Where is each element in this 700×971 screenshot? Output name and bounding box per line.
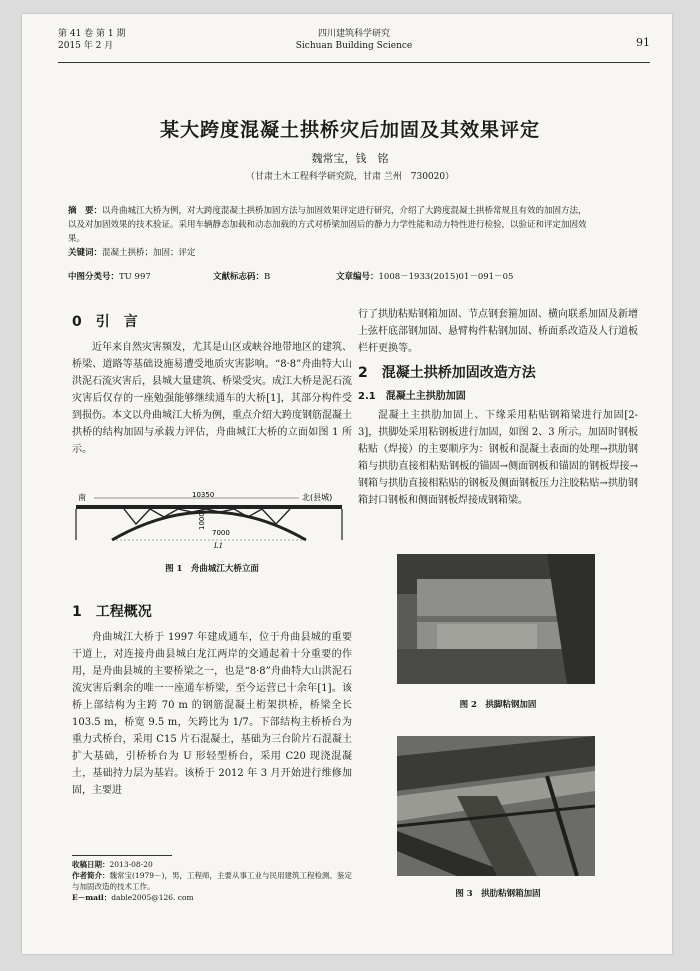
figure-3-photo [397, 736, 595, 876]
doc-code [213, 270, 270, 282]
clc-label: 中图分类号： [68, 272, 120, 282]
right-continuation-paragraph: 行了拱肋粘贴钢箱加固、节点钢套箍加固、横向联系加固及新增上弦杆底部钢加固、悬臂构件粘钢加固、桥面系改造及人行道板栏杆更换等。 [358, 309, 638, 354]
affiliation: （甘肃土木工程科学研究院，甘肃 兰州 730020） [245, 172, 455, 182]
arch-rib [112, 512, 306, 540]
right-column [358, 306, 638, 509]
figure-1-bridge-elevation [74, 490, 344, 552]
authors: 魏常宝，钱 铭 [311, 152, 389, 165]
issue-date: 2015 年 2 月 [58, 41, 114, 51]
section-0-heading: 0 引 言 [72, 314, 138, 330]
section-2-1-paragraph: 混凝土主拱肋加固上、下缘采用粘贴钢箱梁进行加固[2-3]，拱脚处采用粘钢板进行加固，如图 2、3 所示。加固时钢板粘贴（焊接）的主要顺序为：钢板和混凝土表面的处理→拱肋钢箱与拱肋直接相粘贴钢板的锚固→侧面钢板和锚固的钢板焊接→钢箱与拱肋直接相粘贴的钢板及侧面钢板压力注胶粘贴→拱肋钢箱封口钢板和侧面钢板焊接成钢箱梁。 [358, 410, 638, 506]
left-column [72, 314, 352, 458]
abstract-label: 摘 要： [68, 206, 103, 216]
doc-label: 文献标志码： [213, 272, 265, 282]
figure-3-caption: 图 3 拱肋粘钢箱加固 [455, 889, 541, 899]
article-number [336, 270, 513, 282]
clc-value: TU 997 [119, 272, 151, 282]
abstract-text: 以舟曲城江大桥为例，对大跨度混凝土拱桥加固方法与加固效果评定进行研究，介绍了大跨度混凝土拱桥常规且有效的加固方法，以及对加固效果的技术验证。采用车辆静态加载和动态加载的方式对桥梁加固后的静力力学性能和动力特性进行检验，以验证和评定加固效果。 [68, 206, 587, 244]
received-value: 2013-08-20 [109, 860, 153, 869]
author-bio-label: 作者简介： [72, 871, 110, 880]
bridge-deck [76, 505, 342, 509]
section-2-1-heading: 2.1 混凝土主拱肋加固 [358, 391, 466, 402]
keywords: 混凝土拱桥；加固；评定 [102, 248, 196, 258]
header-rule [58, 62, 650, 63]
email-label: E－mail： [72, 893, 112, 902]
footnote-rule [72, 855, 172, 856]
rise-dimension: 1000 [198, 512, 206, 530]
received-date [72, 859, 352, 870]
figure-2-photo-image [397, 554, 595, 684]
author-bio [72, 870, 352, 892]
paper-title: 某大跨度混凝土拱桥灾后加固及其效果评定 [159, 119, 540, 141]
article-value: 1008－1933(2015)01－091－05 [378, 272, 514, 282]
clc-code [68, 270, 151, 282]
article-label: 文章编号： [336, 272, 379, 282]
section-1-heading: 1 工程概况 [72, 604, 152, 620]
figure-3-photo-image [397, 736, 595, 876]
journal-name [58, 28, 650, 52]
doc-value: B [264, 272, 271, 282]
received-label: 收稿日期： [72, 860, 110, 869]
keywords-label: 关键词： [68, 248, 103, 258]
page-number: 91 [636, 36, 650, 49]
email-value[interactable]: dable2005@126. com [111, 893, 194, 902]
abstract [68, 204, 588, 260]
section-1-paragraph: 舟曲城江大桥于 1997 年建成通车，位于舟曲县城的重要干道上，对连接舟曲县城白龙江两岸的交通起着十分重要的作用，是舟曲县城的主要桥梁之一，也是“8·8”舟曲特大山洪泥石流灾害后剩余的唯一一座通车桥梁，至今运营已十余年[1]。该桥上部结构为主跨 70 m 的钢筋混凝土桁架拱桥，桥梁全长 103.5 m，桥宽 9.5 m，矢跨比为 1/7。下部结构主桥桥台为重力式桥台，采用 C15 片石混凝土，基础为三台阶片石混凝土扩大基础，引桥桥台为 U 形轻型桥台，采用 C20 现浇混凝土，基础持力层为基岩。该桥于 2012 年 3 月开始进行维修加固，主要进 [72, 632, 352, 796]
span-dimension: 10350 [192, 491, 215, 499]
label-south: 南 [78, 493, 86, 502]
author-bio-text: 魏常宝(1979－)，男，工程师，主要从事工业与民用建筑工程检测、鉴定与加固改造的技术工作。 [72, 871, 352, 891]
l1-label: L1 [214, 542, 224, 550]
label-north: 北(县城) [302, 493, 333, 502]
footnote [72, 859, 352, 903]
figure-2-caption: 图 2 拱脚粘钢加固 [459, 700, 537, 710]
section-2-heading: 2 混凝土拱桥加固改造方法 [358, 365, 536, 381]
running-header [58, 26, 650, 62]
figure-2-photo [397, 554, 595, 684]
figure-1-caption: 图 1 舟曲城江大桥立面 [165, 564, 259, 574]
journal-name-cn: 四川建筑科学研究 [317, 29, 390, 39]
section-0-paragraph: 近年来自然灾害频发，尤其是山区或峡谷地带地区的建筑、桥梁、道路等基础设施易遭受地质灾害影响。“8·8”舟曲特大山洪泥石流灾害后，县城大量建筑、桥梁受灾。成江大桥是泥石流灾害后仅存的一座勉强能够继续通车的大桥[1]，其部分构件受到损伤。本文以舟曲城江大桥为例，重点介绍大跨度钢筋混凝土拱桥的结构加固与承载力评估，舟曲城江大桥的立面如图 1 所示。 [72, 342, 352, 455]
volume: 第 41 卷 第 1 期 [58, 29, 126, 39]
left-column-lower [72, 604, 352, 799]
arch-dimension: 7000 [212, 529, 230, 537]
journal-name-en: Sichuan Building Science [295, 41, 413, 51]
author-email [72, 892, 352, 903]
